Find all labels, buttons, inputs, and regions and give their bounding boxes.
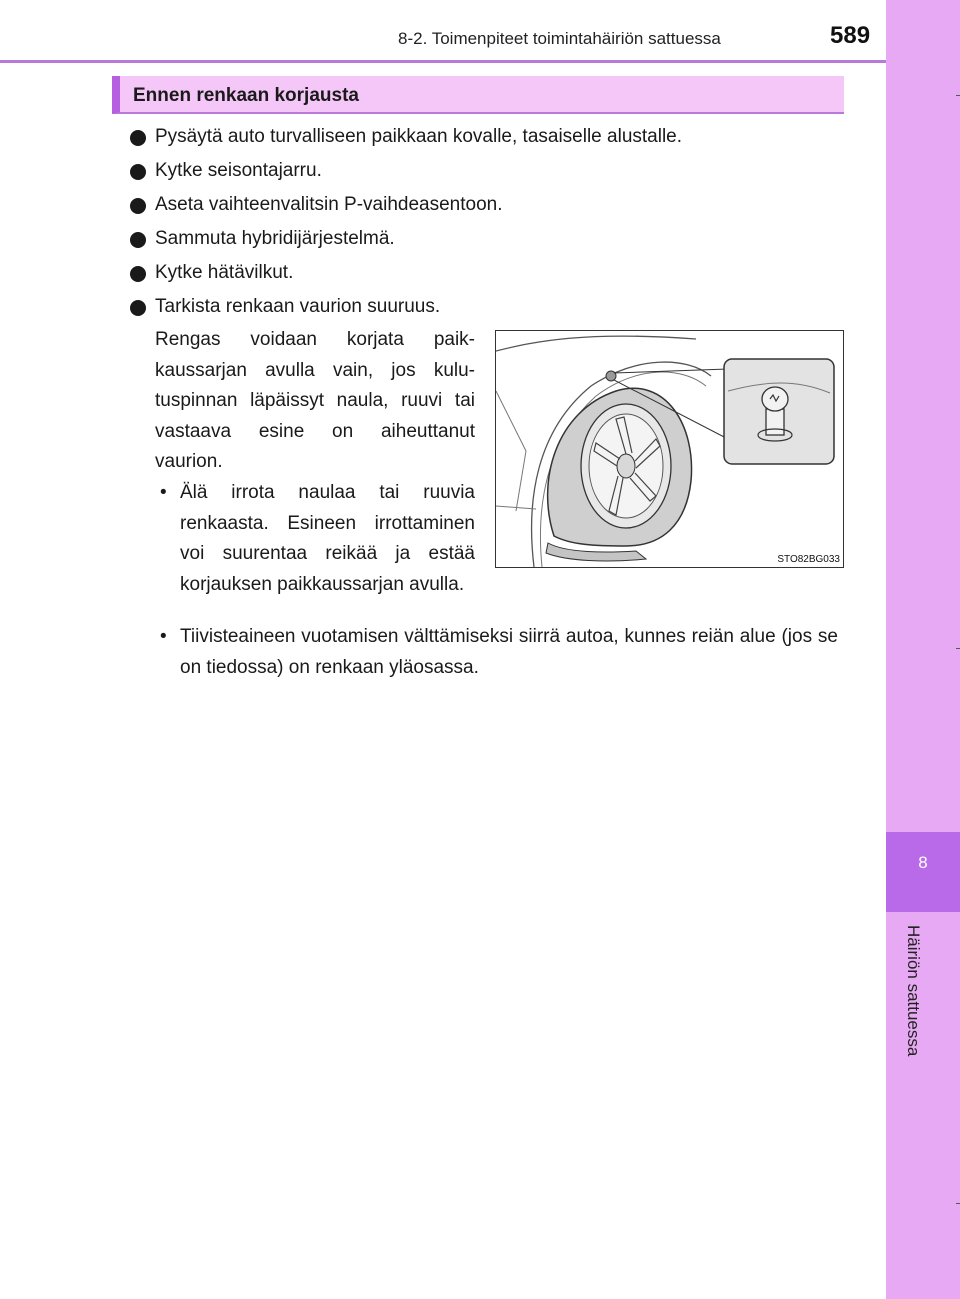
list-item: Aseta vaihteenvalitsin P-vaihdeasentoon. (130, 188, 850, 222)
bullet-icon (130, 232, 146, 248)
bullet-icon (130, 300, 146, 316)
header-section-title: 8-2. Toimenpiteet toimintahäiriön sattuessa (398, 29, 721, 48)
section-heading-bar (112, 76, 844, 114)
bullet-icon (130, 198, 146, 214)
chapter-number: 8 (918, 853, 928, 872)
margin-tick (956, 648, 960, 649)
body-paragraph: Rengas voidaan korjata paikkaussarjan avulla vain, jos kulutuspinnan läpäissyt naula, ruuvi tai vastaava esine on aiheuttanut vaurion. (155, 329, 475, 472)
note-marker: • (160, 482, 167, 503)
note-item: Älä irrota naulaa tai ruuvia renkaasta. Esineen irrottaminen voi suurentaa reikää ja estää korjauksen paikkaussarjan avulla. (180, 482, 475, 595)
flat-tire-with-screw-illustration-icon (496, 331, 843, 567)
list-item: Tarkista renkaan vaurion suuruus. (130, 290, 850, 324)
list-item: Sammuta hybridijärjestelmä. (130, 222, 850, 256)
page-number: 589 (830, 22, 871, 49)
bullet-icon (130, 266, 146, 282)
bullet-list (130, 120, 850, 324)
header-rule (0, 60, 886, 63)
list-item: Kytke seisontajarru. (130, 154, 850, 188)
chapter-title: Häiriön sattuessa (904, 925, 923, 1057)
figure-code: STO82BG033 (777, 554, 840, 565)
tire-figure (495, 330, 844, 568)
bullet-icon (130, 130, 146, 146)
margin-tick (956, 1203, 960, 1204)
chapter-side-tab (886, 0, 960, 1299)
section-heading: Ennen renkaan korjausta (133, 85, 359, 106)
note-marker: • (160, 626, 167, 647)
note-item: Tiivisteaineen vuotamisen välttämiseksi siirrä autoa, kunnes reiän alue (jos se on tiedossa) on renkaan yläosassa. (180, 626, 838, 678)
bullet-icon (130, 164, 146, 180)
list-item: Kytke hätävilkut. (130, 256, 850, 290)
margin-tick (956, 95, 960, 96)
list-item: Pysäytä auto turvalliseen paikkaan kovalle, tasaiselle alustalle. (130, 120, 850, 154)
